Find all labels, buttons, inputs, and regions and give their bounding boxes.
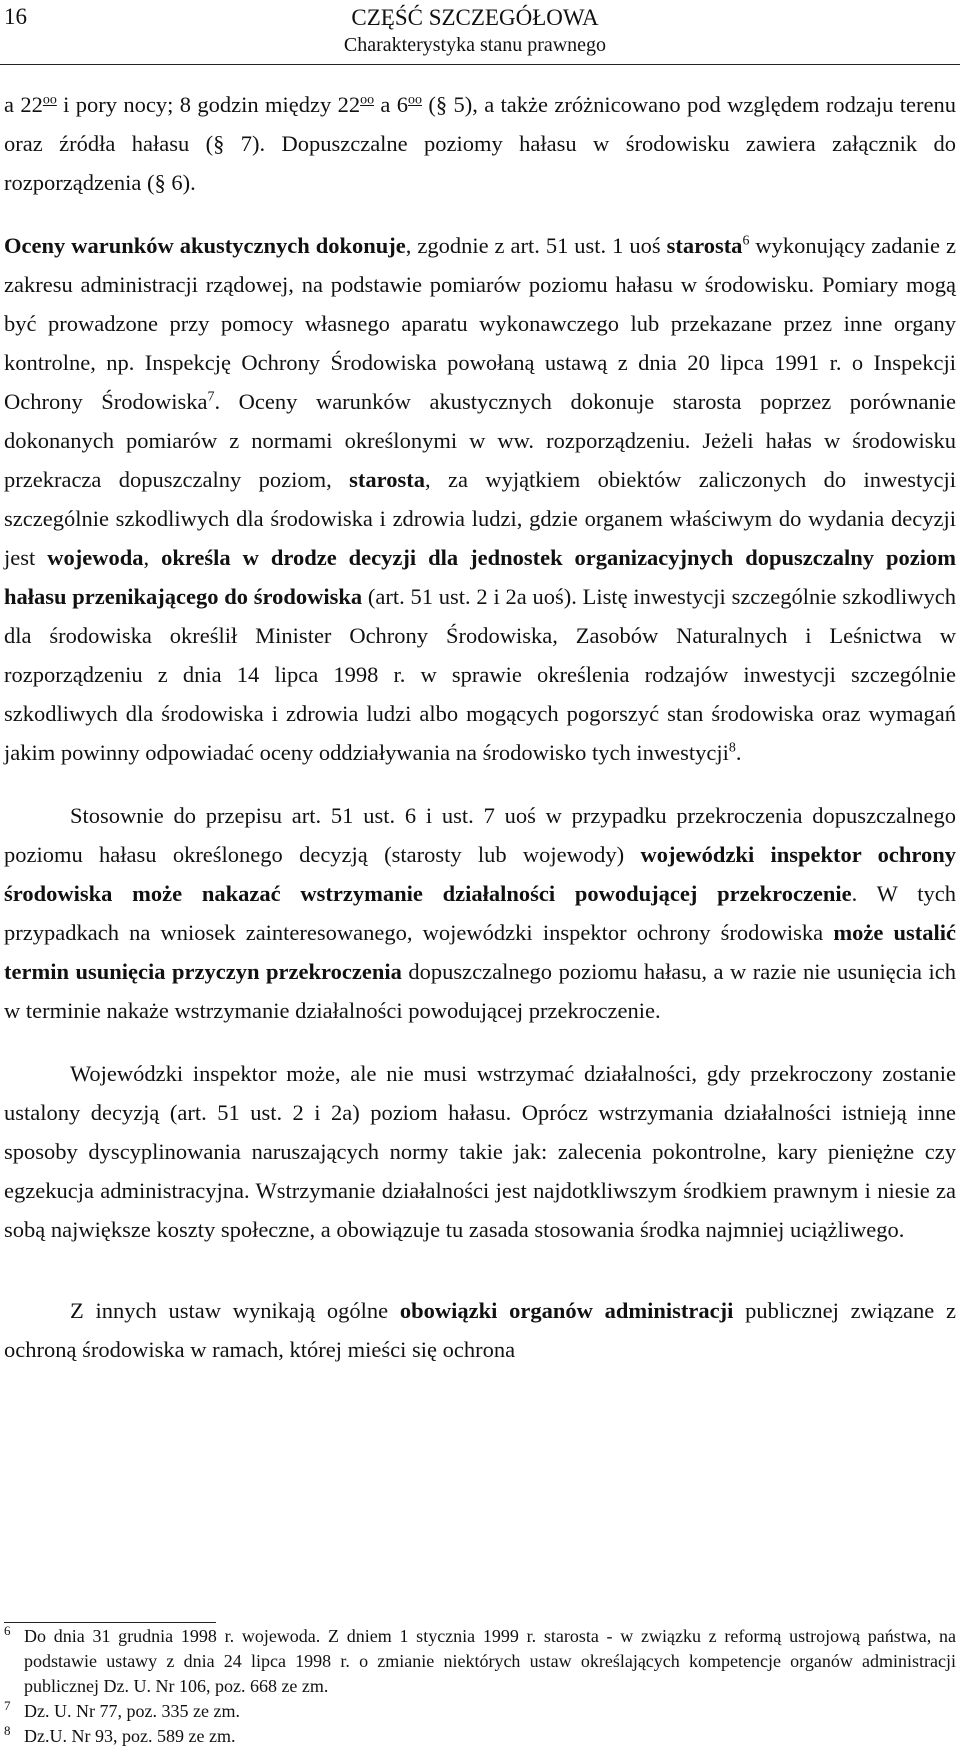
header-rule <box>0 64 960 65</box>
paragraph-5: Z innych ustaw wynikają ogólne obowiązki organów administracji publicznej związane z ochroną środowiska w ramach, której mieści się ochrona <box>4 1298 956 1362</box>
footnote-8 <box>4 1724 956 1749</box>
footnote-number: 6 <box>4 1623 11 1638</box>
header-subtitle: Charakterystyka stanu prawnego <box>343 34 607 56</box>
footnote-rule <box>4 1622 216 1623</box>
footnote-ref-6: 6 <box>742 233 750 249</box>
footnotes <box>4 1624 956 1749</box>
running-header <box>260 4 690 58</box>
footnote-text: Dz. U. Nr 77, poz. 335 ze zm. <box>24 1701 240 1721</box>
paragraph-4: Wojewódzki inspektor może, ale nie musi wstrzymać działalności, gdy przekroczony zostanie ustalony decyzją (art. 51 ust. 2 i 2a) poziom hałasu. Oprócz wstrzymania działalności istnieją inne sposoby dyscyplinowania naruszających normy takie jak: zalecenia pokontrolne, kary pieniężne czy egzekucja administracyjna. Wstrzymanie działalności jest najdotkliwszym środkiem prawnym i niesie za sobą największe koszty społeczne, a obowiązuje tu zasada stosowania środka najmniej uciążliwego. <box>4 1061 956 1242</box>
header-title: CZĘŚĆ SZCZEGÓŁOWA <box>351 5 599 30</box>
footnote-number: 7 <box>4 1698 11 1713</box>
paragraph-3: Stosownie do przepisu art. 51 ust. 6 i ust. 7 uoś w przypadku przekroczenia dopuszczalnego poziomu hałasu określonego decyzją (starosty lub wojewody) wojewódzki inspektor ochrony środowiska może nakazać wstrzymanie działalności powodującej przekroczenie. W tych przypadkach na wniosek zainteresowanego, wojewódzki inspektor ochrony środowiska może ustalić termin usunięcia przyczyn przekroczenia dopuszczalnego poziomu hałasu, a w razie nie usunięcia ich w terminie nakaże wstrzymanie działalności powodującej przekroczenie. <box>4 803 956 1023</box>
page-number: 16 <box>4 4 27 29</box>
footnote-text: Dz.U. Nr 93, poz. 589 ze zm. <box>24 1726 236 1746</box>
footnote-ref-8: 8 <box>728 740 736 756</box>
footnote-number: 8 <box>4 1723 11 1738</box>
footnote-7 <box>4 1699 956 1724</box>
footnote-6 <box>4 1624 956 1699</box>
superscript-oo: oo <box>360 92 375 108</box>
footnote-ref-7: 7 <box>207 389 215 405</box>
superscript-oo: oo <box>408 92 422 108</box>
paragraph-2: Oceny warunków akustycznych dokonuje, zgodnie z art. 51 ust. 1 uoś starosta$^6$ wykonujący zadanie z zakresu administracji rządowej, na podstawie pomiarów poziomu hałasu w środowisku. Pomiary mogą być prowadzone przy pomocy własnego aparatu wykonawczego lub przekazane przez inne organy kontrolne, np. Inspekcję Ochrony Środowiska powołaną ustawą z dnia 20 lipca 1991 r. o Inspekcji Ochrony Środowiska$^7$. Oceny warunków akustycznych dokonuje starosta poprzez porównanie dokonanych pomiarów z normami określonymi w ww. rozporządzeniu. Jeżeli hałas w środowisku przekracza dopuszczalny poziom, starosta, za wyjątkiem obiektów zaliczonych do inwestycji szczególnie szkodliwych dla środowiska i zdrowia ludzi, gdzie organem właściwym do wydania decyzji jest wojewoda, określa w drodze decyzji dla jednostek organizacyjnych dopuszczalny poziom hałasu przenikającego do środowiska (art. 51 ust. 2 i 2a uoś). Listę inwestycji szczególnie szkodliwych dla środowiska określił Minister Ochrony Środowiska, Zasobów Naturalnych i Leśnictwa w rozporządzeniu z dnia 14 lipca 1998 r. w sprawie określenia rodzajów inwestycji szczególnie szkodliwych dla środowiska i zdrowia ludzi albo mogących pogorszyć stan środowiska oraz wymagań jakim powinny odpowiadać oceny oddziaływania na środowisko tych inwestycji$^8$. <box>4 233 957 765</box>
superscript-oo: oo <box>42 92 57 108</box>
paragraph-1: a $22^{oo}$ i pory nocy; 8 godzin między $22^{oo}$ a $6^{oo}$ (§ 5), a także zróżnicowano pod względem rodzaju terenu oraz źródła hałasu (§ 7). Dopuszczalne poziomy hałasu w środowisku zawiera załącznik do rozporządzenia (§ 6). <box>4 92 956 195</box>
footnote-text: Do dnia 31 grudnia 1998 r. wojewoda. Z dniem 1 stycznia 1999 r. starosta - w związku z reformą ustrojową państwa, na podstawie ustawy z dnia 24 lipca 1998 r. o zmianie niektórych ustaw określających kompetencje organów administracji publicznej Dz. U. Nr 106, poz. 668 ze zm. <box>24 1626 956 1696</box>
body-text <box>4 85 956 1369</box>
